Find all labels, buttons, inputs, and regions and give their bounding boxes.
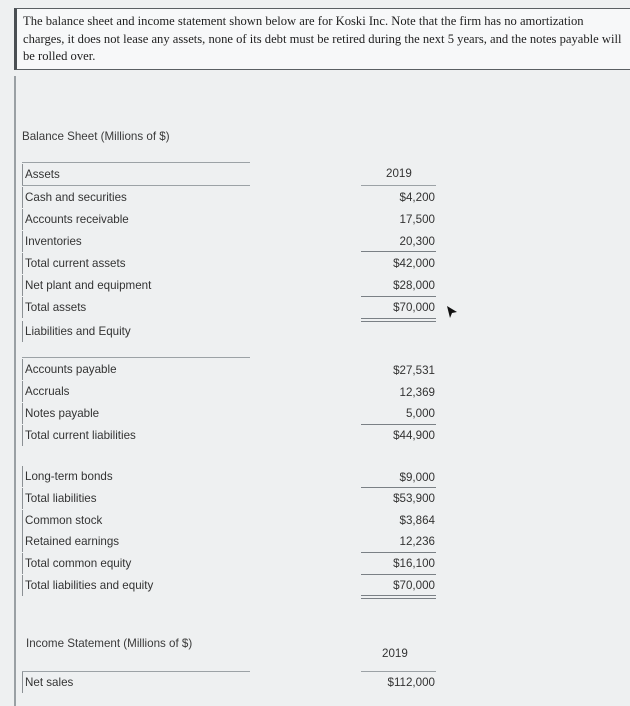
assets-header: Assets [22, 164, 250, 185]
total-double-rule [361, 595, 436, 599]
subtotal-rule [361, 251, 436, 252]
table-row: Long-term bonds [22, 466, 250, 487]
table-row: Cash and securities [22, 187, 250, 208]
balance-sheet-title: Balance Sheet (Millions of $) [22, 130, 170, 143]
table-value: $4,200 [399, 191, 435, 204]
table-value: 5,000 [405, 407, 435, 420]
table-value: $16,100 [393, 557, 435, 570]
table-value: $28,000 [393, 279, 435, 292]
total-double-rule [361, 318, 436, 322]
table-row: Retained earnings [22, 531, 250, 552]
table-row: Total current assets [22, 253, 250, 274]
table-row: Net plant and equipment [22, 275, 250, 296]
income-year-rule [361, 671, 436, 672]
table-value: 20,300 [399, 235, 435, 248]
problem-statement [14, 8, 630, 70]
table-value: $42,000 [393, 257, 435, 270]
table-value: 12,236 [399, 535, 435, 548]
table-row: Net sales [22, 672, 250, 693]
income-statement-year: 2019 [382, 647, 408, 660]
liabilities-top-rule [22, 357, 250, 358]
table-value: $112,000 [387, 676, 435, 689]
subtotal-rule [361, 552, 436, 553]
liabilities-header: Liabilities and Equity [22, 321, 250, 342]
table-row: Accounts receivable [22, 209, 250, 230]
table-row: Total liabilities [22, 488, 250, 509]
mouse-pointer-icon [446, 305, 458, 319]
table-value: $3,864 [399, 514, 435, 527]
table-row: Total assets [22, 297, 250, 318]
table-value: $44,900 [393, 429, 435, 442]
problem-text: The balance sheet and income statement shown below are for Koski Inc. Note that the firm has no amortization charges, it does not lease any assets, none of its debt must be retired during the next 5 years, and the notes payable will be rolled over. [23, 14, 622, 63]
table-row: Total liabilities and equity [22, 575, 250, 596]
table-value: $9,000 [399, 471, 435, 484]
table-row: Common stock [22, 510, 250, 531]
subtotal-rule [361, 296, 436, 297]
table-row: Total common equity [22, 553, 250, 574]
table-value: $27,531 [393, 364, 435, 377]
table-row: Accounts payable [22, 359, 250, 380]
table-value: 17,500 [399, 213, 435, 226]
table-value: $70,000 [393, 579, 435, 592]
table-value: 12,369 [399, 386, 435, 399]
table-row: Accruals [22, 381, 250, 402]
assets-header-rule [22, 185, 250, 186]
subtotal-rule [361, 424, 436, 425]
subtotal-rule [361, 487, 436, 488]
subtotal-rule [361, 574, 436, 575]
table-row: Notes payable [22, 403, 250, 424]
balance-sheet-year: 2019 [386, 167, 412, 180]
table-row: Inventories [22, 231, 250, 252]
table-row: Total current liabilities [22, 425, 250, 446]
income-statement-title: Income Statement (Millions of $) [26, 637, 193, 650]
table-value: $53,900 [393, 492, 435, 505]
balance-sheet-top-rule [22, 162, 250, 163]
table-value: $70,000 [393, 301, 435, 314]
year-rule [361, 185, 436, 186]
